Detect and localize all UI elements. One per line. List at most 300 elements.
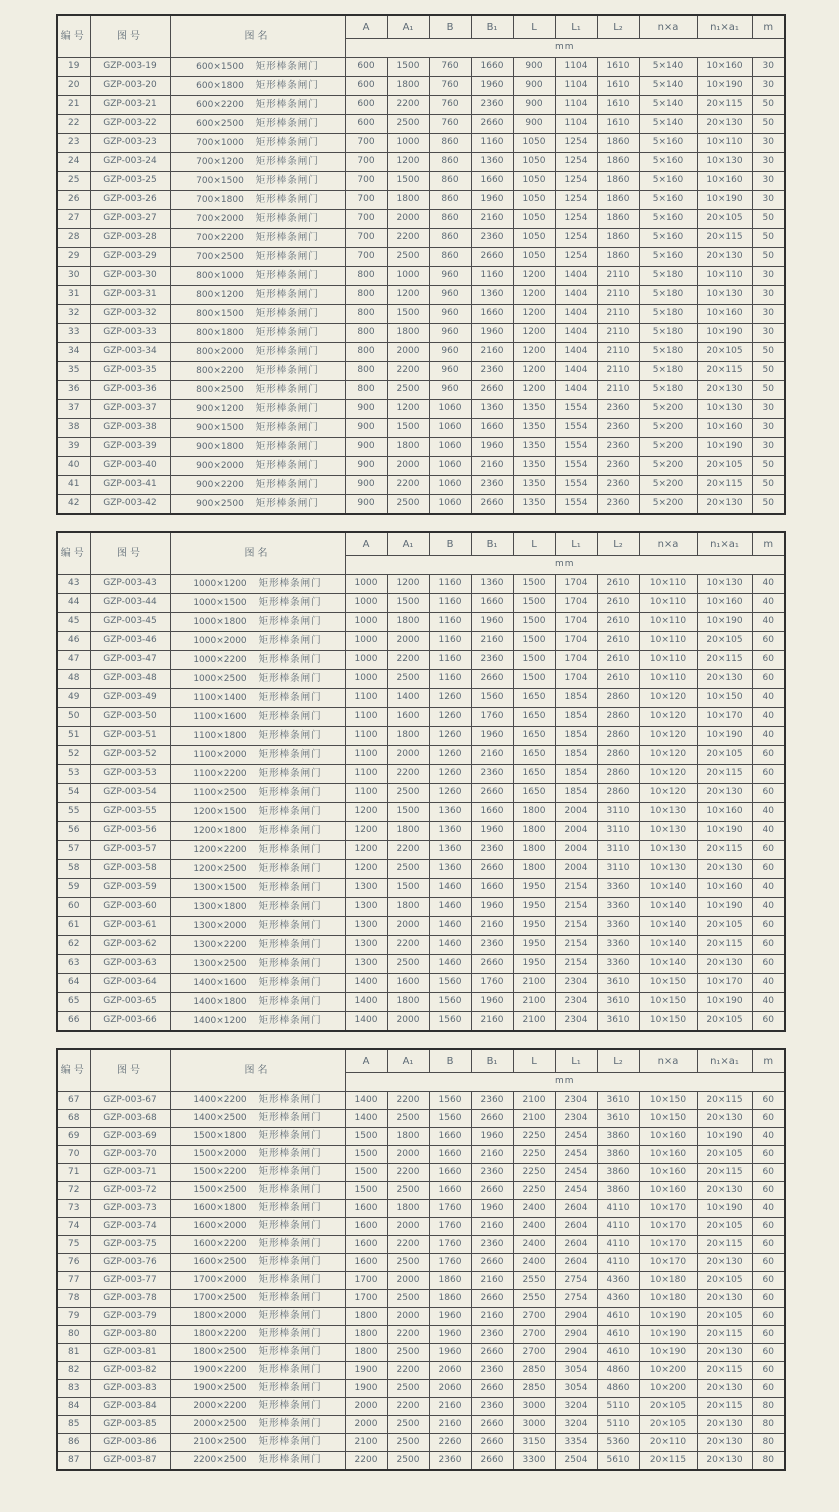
cell-n1xa1: 10×190: [697, 438, 752, 457]
cell-figure: [170, 286, 345, 305]
cell-figure: [170, 1092, 345, 1110]
cell-code: GZP-003-23: [90, 134, 170, 153]
cell-code: GZP-003-72: [90, 1182, 170, 1200]
cell-B: 960: [429, 362, 471, 381]
cell-A1: 2500: [387, 1254, 429, 1272]
table-row: [57, 381, 785, 400]
cell-L: 1200: [513, 267, 555, 286]
cell-B: 1360: [429, 822, 471, 841]
cell-L2: 2360: [597, 457, 639, 476]
cell-nxa: 5×200: [639, 495, 697, 515]
cell-code: GZP-003-86: [90, 1434, 170, 1452]
cell-figure: [170, 115, 345, 134]
cell-B: 760: [429, 77, 471, 96]
cell-B: 1260: [429, 784, 471, 803]
cell-n1xa1: 20×130: [697, 115, 752, 134]
cell-L: 1650: [513, 689, 555, 708]
cell-n1xa1: 10×160: [697, 879, 752, 898]
cell-L: 1350: [513, 495, 555, 515]
table-row: [57, 305, 785, 324]
cell-figure: [170, 1012, 345, 1032]
cell-nxa: 20×105: [639, 1398, 697, 1416]
cell-A1: 1800: [387, 77, 429, 96]
cell-L1: 2304: [555, 993, 597, 1012]
cell-n1xa1: 20×115: [697, 96, 752, 115]
cell-A1: 2500: [387, 248, 429, 267]
cell-figure: [170, 955, 345, 974]
cell-L: 1950: [513, 936, 555, 955]
figure-size: 1200×2200: [193, 844, 247, 855]
cell-L2: 3610: [597, 1110, 639, 1128]
cell-no: 55: [57, 803, 90, 822]
cell-A: 600: [345, 96, 387, 115]
cell-n1xa1: 20×130: [697, 1344, 752, 1362]
figure-name: 矩形棒条闸门: [258, 843, 322, 855]
cell-no: 75: [57, 1236, 90, 1254]
cell-code: GZP-003-48: [90, 670, 170, 689]
cell-B: 1660: [429, 1146, 471, 1164]
cell-no: 74: [57, 1218, 90, 1236]
cell-B1: 2360: [471, 229, 513, 248]
figure-name: 矩形棒条闸门: [258, 1238, 322, 1250]
cell-figure: [170, 746, 345, 765]
cell-L1: 1854: [555, 689, 597, 708]
cell-figure: [170, 362, 345, 381]
table-row: [57, 879, 785, 898]
cell-A: 1200: [345, 860, 387, 879]
figure-size: 900×2000: [196, 460, 244, 471]
figure-size: 700×2000: [196, 213, 244, 224]
cell-code: GZP-003-33: [90, 324, 170, 343]
cell-B: 1560: [429, 1012, 471, 1032]
cell-L: 2250: [513, 1128, 555, 1146]
cell-m: 30: [752, 267, 785, 286]
cell-code: GZP-003-42: [90, 495, 170, 515]
cell-nxa: 5×160: [639, 210, 697, 229]
cell-L1: 2604: [555, 1236, 597, 1254]
cell-no: 34: [57, 343, 90, 362]
cell-A: 600: [345, 58, 387, 77]
table-row: [57, 267, 785, 286]
cell-figure: [170, 917, 345, 936]
figure-size: 1300×1500: [193, 882, 247, 893]
cell-n1xa1: 10×110: [697, 267, 752, 286]
cell-no: 78: [57, 1290, 90, 1308]
cell-L1: 1254: [555, 191, 597, 210]
cell-A1: 2000: [387, 457, 429, 476]
cell-code: GZP-003-36: [90, 381, 170, 400]
column-header-m: m: [752, 15, 785, 39]
cell-figure: [170, 96, 345, 115]
cell-B: 960: [429, 267, 471, 286]
cell-m: 60: [752, 841, 785, 860]
column-header-L: L: [513, 15, 555, 39]
cell-L1: 1554: [555, 457, 597, 476]
table-row: [57, 708, 785, 727]
cell-L1: 1254: [555, 153, 597, 172]
cell-figure: [170, 1164, 345, 1182]
figure-size: 1500×2500: [193, 1185, 247, 1196]
cell-A: 2200: [345, 1452, 387, 1471]
cell-B1: 1660: [471, 419, 513, 438]
table-row: [57, 1012, 785, 1032]
cell-code: GZP-003-22: [90, 115, 170, 134]
spec-tables-container: [56, 14, 784, 1471]
cell-L1: 2454: [555, 1128, 597, 1146]
figure-size: 1300×2500: [193, 958, 247, 969]
cell-n1xa1: 20×130: [697, 1182, 752, 1200]
cell-A: 1000: [345, 594, 387, 613]
cell-figure: [170, 476, 345, 495]
cell-m: 50: [752, 457, 785, 476]
cell-code: GZP-003-71: [90, 1164, 170, 1182]
cell-nxa: 5×180: [639, 267, 697, 286]
cell-code: GZP-003-78: [90, 1290, 170, 1308]
cell-n1xa1: 10×190: [697, 324, 752, 343]
figure-name: 矩形棒条闸门: [258, 1274, 322, 1286]
figure-name: 矩形棒条闸门: [258, 1184, 322, 1196]
cell-no: 58: [57, 860, 90, 879]
figure-size: 1200×1800: [193, 825, 247, 836]
cell-nxa: 10×140: [639, 879, 697, 898]
table-row: [57, 77, 785, 96]
column-header-no: 编号: [57, 1049, 90, 1092]
cell-L1: 2304: [555, 1012, 597, 1032]
cell-no: 85: [57, 1416, 90, 1434]
cell-m: 30: [752, 77, 785, 96]
cell-figure: [170, 210, 345, 229]
cell-B1: 2160: [471, 210, 513, 229]
cell-n1xa1: 20×115: [697, 362, 752, 381]
cell-n1xa1: 20×130: [697, 955, 752, 974]
cell-n1xa1: 20×130: [697, 784, 752, 803]
cell-figure: [170, 879, 345, 898]
cell-n1xa1: 10×190: [697, 993, 752, 1012]
figure-size: 1500×1800: [193, 1131, 247, 1142]
cell-B: 1260: [429, 708, 471, 727]
spec-table-2: [56, 531, 786, 1032]
cell-no: 69: [57, 1128, 90, 1146]
cell-L2: 3360: [597, 936, 639, 955]
cell-n1xa1: 20×115: [697, 1326, 752, 1344]
cell-code: GZP-003-84: [90, 1398, 170, 1416]
cell-nxa: 10×130: [639, 860, 697, 879]
cell-L: 2700: [513, 1326, 555, 1344]
cell-nxa: 10×200: [639, 1362, 697, 1380]
cell-L1: 1704: [555, 670, 597, 689]
cell-L2: 2110: [597, 362, 639, 381]
cell-nxa: 10×130: [639, 841, 697, 860]
cell-figure: [170, 229, 345, 248]
cell-figure: [170, 1344, 345, 1362]
cell-L: 2700: [513, 1308, 555, 1326]
cell-nxa: 10×140: [639, 955, 697, 974]
cell-B1: 2660: [471, 1110, 513, 1128]
figure-name: 矩形棒条闸门: [258, 577, 322, 589]
cell-nxa: 10×120: [639, 727, 697, 746]
cell-B: 1860: [429, 1272, 471, 1290]
cell-L1: 2504: [555, 1452, 597, 1471]
cell-A1: 2500: [387, 1452, 429, 1471]
cell-B: 2060: [429, 1362, 471, 1380]
figure-name: 矩形棒条闸门: [258, 615, 322, 627]
cell-L: 2100: [513, 1092, 555, 1110]
cell-A: 1400: [345, 1110, 387, 1128]
figure-size: 1400×1600: [193, 977, 247, 988]
cell-figure: [170, 58, 345, 77]
cell-L1: 2904: [555, 1344, 597, 1362]
cell-L2: 4610: [597, 1308, 639, 1326]
table-row: [57, 1236, 785, 1254]
cell-B: 760: [429, 96, 471, 115]
cell-A: 1600: [345, 1200, 387, 1218]
cell-L2: 3610: [597, 974, 639, 993]
cell-B1: 1360: [471, 575, 513, 594]
cell-no: 52: [57, 746, 90, 765]
cell-L2: 3110: [597, 822, 639, 841]
cell-figure: [170, 613, 345, 632]
cell-L1: 2604: [555, 1218, 597, 1236]
cell-code: GZP-003-24: [90, 153, 170, 172]
cell-no: 40: [57, 457, 90, 476]
table-row: [57, 1362, 785, 1380]
cell-L1: 1554: [555, 400, 597, 419]
cell-L1: 1404: [555, 305, 597, 324]
cell-L2: 1860: [597, 134, 639, 153]
cell-A: 1700: [345, 1290, 387, 1308]
cell-m: 30: [752, 324, 785, 343]
cell-m: 40: [752, 708, 785, 727]
cell-B: 1760: [429, 1200, 471, 1218]
cell-n1xa1: 20×105: [697, 1146, 752, 1164]
cell-m: 60: [752, 955, 785, 974]
cell-code: GZP-003-34: [90, 343, 170, 362]
cell-A1: 1500: [387, 305, 429, 324]
cell-B1: 2660: [471, 248, 513, 267]
cell-A1: 1600: [387, 974, 429, 993]
cell-B1: 1560: [471, 689, 513, 708]
cell-code: GZP-003-47: [90, 651, 170, 670]
cell-L1: 3354: [555, 1434, 597, 1452]
cell-L: 1650: [513, 765, 555, 784]
cell-L2: 4110: [597, 1200, 639, 1218]
cell-B1: 1660: [471, 594, 513, 613]
figure-size: 1600×1800: [193, 1203, 247, 1214]
cell-figure: [170, 1416, 345, 1434]
cell-B: 960: [429, 381, 471, 400]
cell-n1xa1: 10×160: [697, 803, 752, 822]
cell-n1xa1: 10×160: [697, 419, 752, 438]
cell-no: 44: [57, 594, 90, 613]
cell-A: 700: [345, 210, 387, 229]
cell-L: 1050: [513, 172, 555, 191]
cell-B1: 2660: [471, 1380, 513, 1398]
cell-L1: 1854: [555, 784, 597, 803]
figure-name: 矩形棒条闸门: [258, 938, 322, 950]
cell-L1: 2754: [555, 1272, 597, 1290]
column-header-n1xa1: n₁×a₁: [697, 532, 752, 556]
cell-m: 50: [752, 381, 785, 400]
figure-size: 1000×1800: [193, 616, 247, 627]
table-row: [57, 993, 785, 1012]
figure-name: 矩形棒条闸门: [255, 60, 319, 72]
cell-figure: [170, 191, 345, 210]
cell-m: 30: [752, 172, 785, 191]
cell-figure: [170, 267, 345, 286]
table-row: [57, 670, 785, 689]
cell-m: 60: [752, 632, 785, 651]
figure-size: 1800×2500: [193, 1347, 247, 1358]
cell-B1: 2160: [471, 746, 513, 765]
cell-A: 1500: [345, 1182, 387, 1200]
cell-nxa: 10×150: [639, 1012, 697, 1032]
figure-size: 1800×2200: [193, 1329, 247, 1340]
cell-figure: [170, 765, 345, 784]
cell-A: 1000: [345, 670, 387, 689]
cell-B1: 1960: [471, 1200, 513, 1218]
cell-L1: 1104: [555, 115, 597, 134]
cell-A1: 1200: [387, 575, 429, 594]
cell-A1: 1200: [387, 286, 429, 305]
cell-L2: 2610: [597, 613, 639, 632]
cell-code: GZP-003-25: [90, 172, 170, 191]
cell-figure: [170, 822, 345, 841]
figure-size: 1100×1600: [193, 711, 247, 722]
cell-no: 72: [57, 1182, 90, 1200]
table-row: [57, 1218, 785, 1236]
cell-m: 60: [752, 1182, 785, 1200]
cell-B1: 1760: [471, 974, 513, 993]
cell-figure: [170, 575, 345, 594]
cell-nxa: 10×110: [639, 670, 697, 689]
cell-L1: 3204: [555, 1416, 597, 1434]
table-row: [57, 229, 785, 248]
cell-nxa: 5×180: [639, 324, 697, 343]
cell-A1: 2500: [387, 784, 429, 803]
cell-L1: 2004: [555, 841, 597, 860]
cell-nxa: 5×160: [639, 248, 697, 267]
cell-nxa: 10×190: [639, 1344, 697, 1362]
cell-no: 60: [57, 898, 90, 917]
cell-A1: 2500: [387, 670, 429, 689]
table-row: [57, 134, 785, 153]
column-header-A: A: [345, 15, 387, 39]
cell-figure: [170, 77, 345, 96]
cell-m: 40: [752, 898, 785, 917]
cell-figure: [170, 803, 345, 822]
cell-code: GZP-003-69: [90, 1128, 170, 1146]
figure-size: 600×2200: [196, 99, 244, 110]
figure-name: 矩形棒条闸门: [258, 824, 322, 836]
cell-m: 30: [752, 191, 785, 210]
cell-L: 1950: [513, 917, 555, 936]
cell-nxa: 5×140: [639, 77, 697, 96]
cell-m: 40: [752, 803, 785, 822]
cell-no: 28: [57, 229, 90, 248]
cell-B1: 1660: [471, 172, 513, 191]
cell-m: 60: [752, 1290, 785, 1308]
cell-code: GZP-003-32: [90, 305, 170, 324]
cell-L2: 4360: [597, 1290, 639, 1308]
column-header-L1: L₁: [555, 532, 597, 556]
cell-figure: [170, 1110, 345, 1128]
cell-L: 1800: [513, 822, 555, 841]
figure-name: 矩形棒条闸门: [258, 596, 322, 608]
cell-A1: 1500: [387, 419, 429, 438]
cell-L2: 2360: [597, 495, 639, 515]
cell-code: GZP-003-87: [90, 1452, 170, 1471]
cell-L2: 1860: [597, 210, 639, 229]
cell-figure: [170, 495, 345, 515]
cell-m: 50: [752, 248, 785, 267]
cell-n1xa1: 10×150: [697, 689, 752, 708]
table-row: [57, 1434, 785, 1452]
figure-name: 矩形棒条闸门: [258, 1166, 322, 1178]
cell-nxa: 10×160: [639, 1164, 697, 1182]
figure-name: 矩形棒条闸门: [258, 1310, 322, 1322]
cell-L1: 1404: [555, 324, 597, 343]
cell-L1: 1854: [555, 746, 597, 765]
table-header: [57, 1049, 785, 1092]
cell-n1xa1: 20×130: [697, 1254, 752, 1272]
cell-no: 62: [57, 936, 90, 955]
cell-L2: 1860: [597, 153, 639, 172]
figure-name: 矩形棒条闸门: [258, 957, 322, 969]
cell-m: 50: [752, 96, 785, 115]
cell-n1xa1: 20×115: [697, 765, 752, 784]
cell-m: 50: [752, 495, 785, 515]
cell-A1: 2500: [387, 955, 429, 974]
cell-A: 600: [345, 115, 387, 134]
cell-A: 1000: [345, 651, 387, 670]
figure-name: 矩形棒条闸门: [255, 250, 319, 262]
table-row: [57, 362, 785, 381]
cell-B1: 2660: [471, 1254, 513, 1272]
cell-L2: 2110: [597, 286, 639, 305]
cell-code: GZP-003-67: [90, 1092, 170, 1110]
figure-size: 900×2200: [196, 479, 244, 490]
cell-A1: 2000: [387, 1308, 429, 1326]
column-header-B1: B₁: [471, 15, 513, 39]
figure-size: 1200×1500: [193, 806, 247, 817]
table-row: [57, 400, 785, 419]
figure-name: 矩形棒条闸门: [255, 326, 319, 338]
cell-B: 1660: [429, 1164, 471, 1182]
figure-size: 1300×1800: [193, 901, 247, 912]
cell-m: 60: [752, 1326, 785, 1344]
cell-figure: [170, 841, 345, 860]
cell-L: 1200: [513, 305, 555, 324]
table-row: [57, 324, 785, 343]
cell-L2: 2110: [597, 267, 639, 286]
cell-code: GZP-003-62: [90, 936, 170, 955]
cell-L1: 1404: [555, 286, 597, 305]
cell-L2: 4860: [597, 1362, 639, 1380]
cell-code: GZP-003-56: [90, 822, 170, 841]
cell-B1: 2360: [471, 936, 513, 955]
figure-name: 矩形棒条闸门: [255, 364, 319, 376]
cell-A: 700: [345, 191, 387, 210]
cell-L: 1650: [513, 784, 555, 803]
cell-nxa: 5×180: [639, 305, 697, 324]
cell-L: 1050: [513, 229, 555, 248]
figure-name: 矩形棒条闸门: [258, 1112, 322, 1124]
cell-nxa: 10×140: [639, 917, 697, 936]
column-header-n1xa1: n₁×a₁: [697, 15, 752, 39]
cell-code: GZP-003-61: [90, 917, 170, 936]
figure-size: 700×1200: [196, 156, 244, 167]
cell-B: 1260: [429, 727, 471, 746]
